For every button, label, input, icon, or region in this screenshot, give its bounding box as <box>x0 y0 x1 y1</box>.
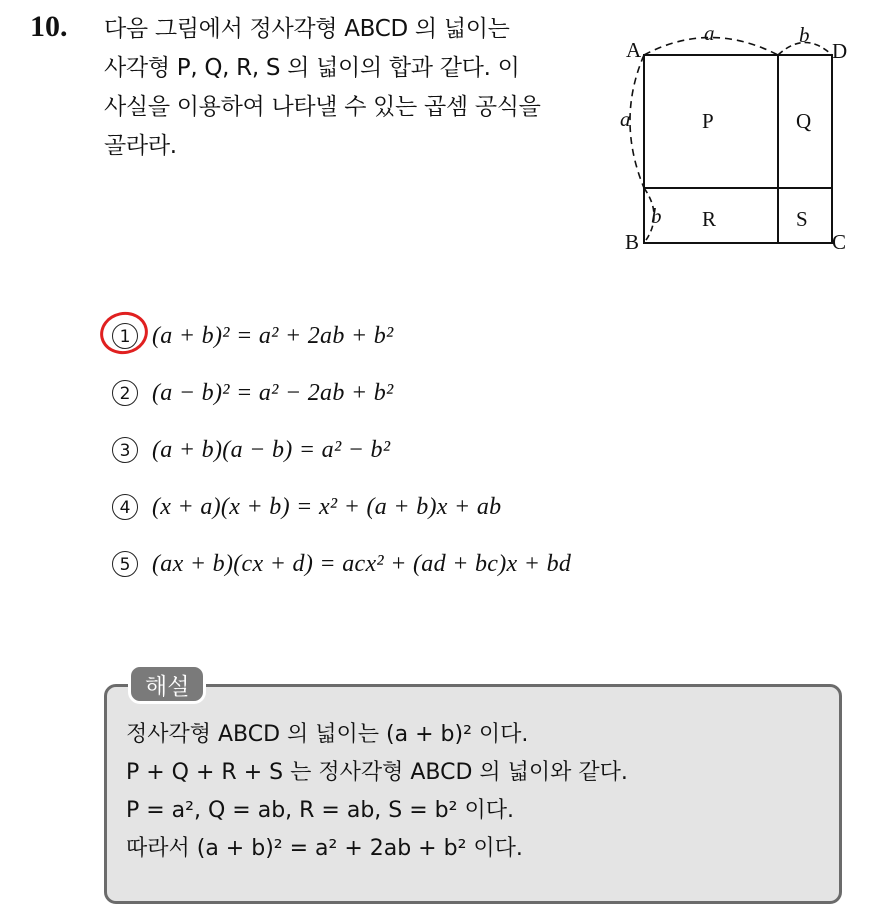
solution-line: 따라서 (a + b)² = a² + 2ab + b² 이다. <box>126 836 523 861</box>
choice-number: 1 <box>112 323 138 349</box>
region-r: R <box>702 207 717 231</box>
region-q: Q <box>796 109 812 133</box>
vertex-d: D <box>832 39 848 63</box>
solution-label: 해설 <box>128 664 206 704</box>
vertex-c: C <box>832 230 847 254</box>
region-s: S <box>796 207 808 231</box>
choice-number: 5 <box>112 551 138 577</box>
question-line: 사실을 이용하여 나타낼 수 있는 곱셈 공식을 <box>104 94 541 120</box>
region-p: P <box>702 109 714 133</box>
question-text <box>104 10 594 166</box>
solution-line: P + Q + R + S 는 정사각형 ABCD 의 넓이와 같다. <box>126 760 628 785</box>
choice-formula: (a + b)² = a² + 2ab + b² <box>152 322 394 349</box>
choice-number: 2 <box>112 380 138 406</box>
solution-line: P = a², Q = ab, R = ab, S = b² 이다. <box>126 798 514 823</box>
choice-number: 3 <box>112 437 138 463</box>
question-number: 10. <box>30 10 68 43</box>
choice-formula: (x + a)(x + b) = x² + (a + b)x + ab <box>152 493 502 520</box>
vertex-a: A <box>626 38 642 62</box>
label-top-a: a <box>704 21 715 45</box>
question-line: 골라라. <box>104 133 177 159</box>
arc-left-a <box>630 55 644 188</box>
label-left-a: a <box>620 107 631 131</box>
square-figure <box>610 20 860 260</box>
choice-formula: (a − b)² = a² − 2ab + b² <box>152 379 394 406</box>
choice-2[interactable] <box>112 373 394 413</box>
choice-1[interactable] <box>112 316 394 356</box>
label-left-b: b <box>651 204 662 228</box>
solution-line: 정사각형 ABCD 의 넓이는 (a + b)² 이다. <box>126 722 529 747</box>
solution-text <box>126 716 628 868</box>
choice-4[interactable] <box>112 487 501 527</box>
question-line: 다음 그림에서 정사각형 ABCD 의 넓이는 <box>104 16 510 42</box>
vertex-b: B <box>625 230 640 254</box>
answer-mark-circle <box>96 307 152 358</box>
choice-number: 4 <box>112 494 138 520</box>
question-line: 사각형 P, Q, R, S 의 넓이의 합과 같다. 이 <box>104 55 520 81</box>
choice-3[interactable] <box>112 430 390 470</box>
choice-formula: (a + b)(a − b) = a² − b² <box>152 436 391 463</box>
label-top-b: b <box>799 23 810 47</box>
choice-5[interactable] <box>112 544 571 584</box>
choice-formula: (ax + b)(cx + d) = acx² + (ad + bc)x + bd <box>152 550 572 577</box>
